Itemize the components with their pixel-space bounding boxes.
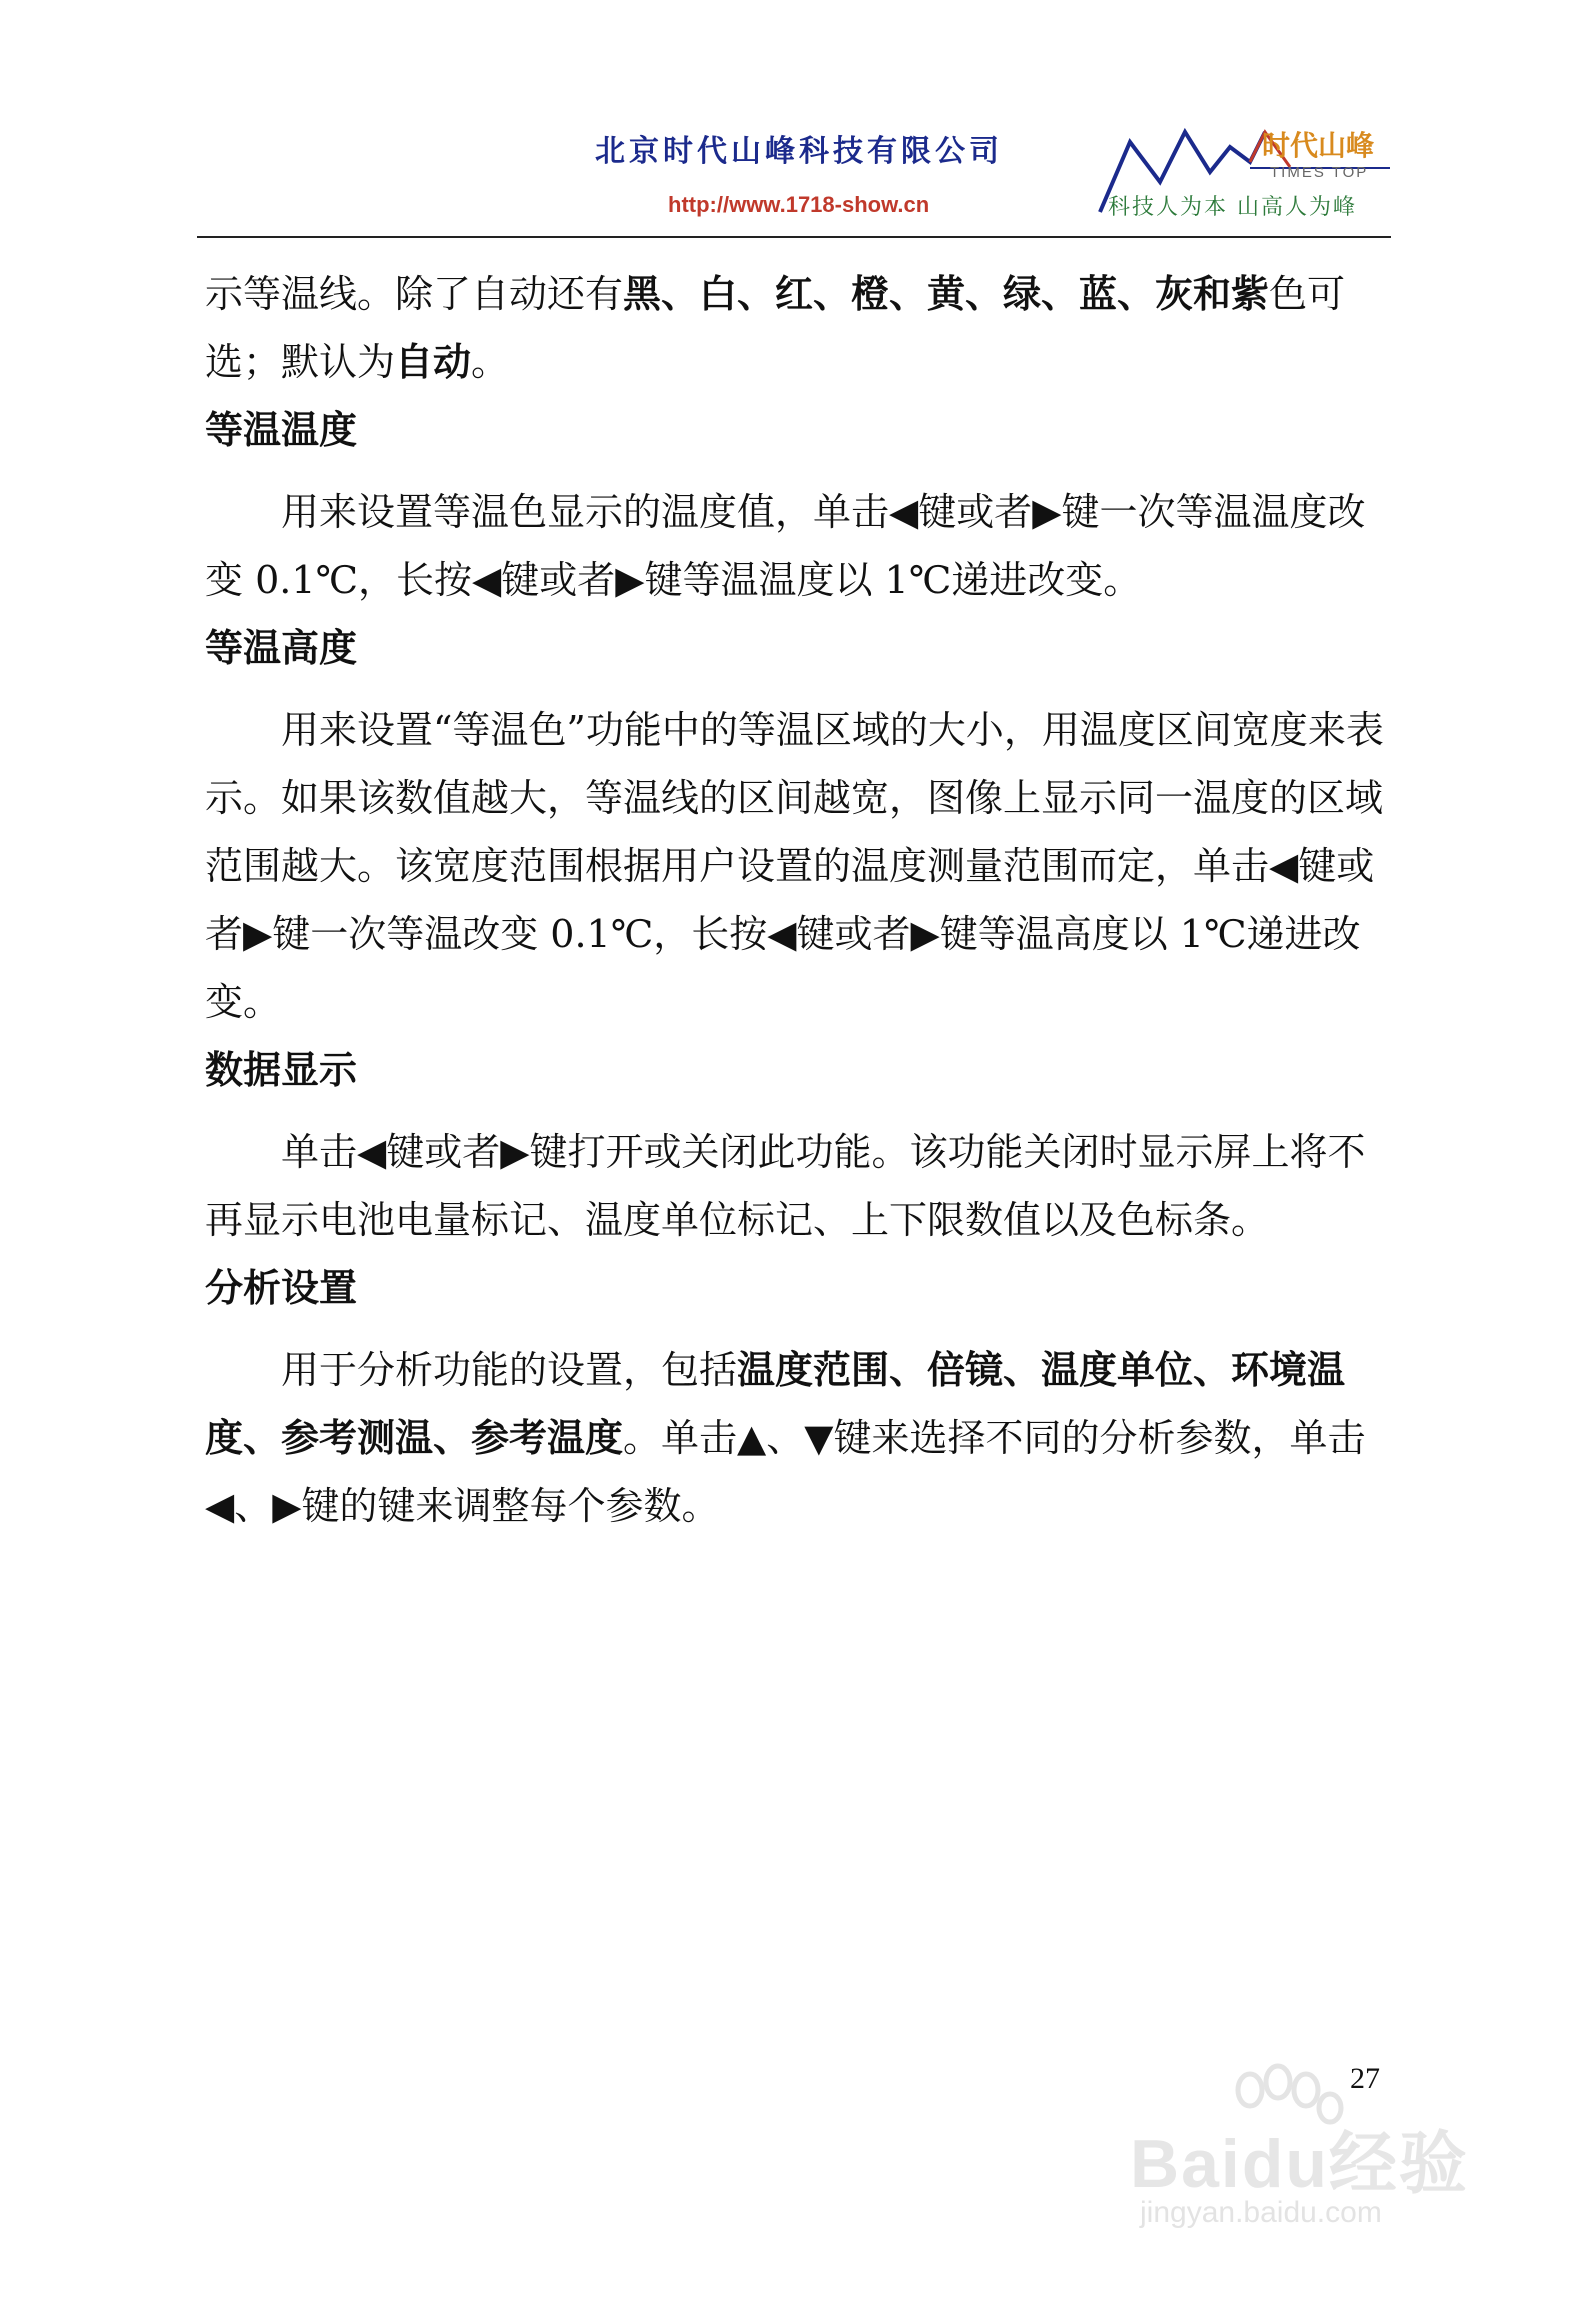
page-number: 27 bbox=[1350, 2062, 1380, 2095]
logo-slogan: 科技人为本 山高人为峰 bbox=[1108, 195, 1357, 220]
company-url[interactable]: http://www.1718-show.cn bbox=[668, 192, 930, 217]
logo-en-text: TIMES TOP bbox=[1270, 164, 1369, 181]
watermark-url: jingyan.baidu.com bbox=[1140, 2196, 1382, 2229]
paragraph-colors: 示等温线。除了自动还有黑、白、红、橙、黄、绿、蓝、灰和紫色可选；默认为自动。 bbox=[205, 271, 1346, 384]
heading-data-display: 数据显示 bbox=[205, 1048, 358, 1092]
paragraph-isotherm-temperature: 用来设置等温色显示的温度值，单击◀键或者▶键一次等温温度改变 0.1℃，长按◀键或者▶键等温温度以 1℃递进改变。 bbox=[205, 490, 1366, 602]
heading-isotherm-temperature: 等温温度 bbox=[205, 408, 358, 452]
header-divider bbox=[197, 236, 1391, 238]
watermark-brand: Baidu经验 bbox=[1130, 2126, 1469, 2202]
page-body bbox=[205, 260, 1385, 1540]
paragraph-data-display: 单击◀键或者▶键打开或关闭此功能。该功能关闭时显示屏上将不再显示电池电量标记、温度单位标记、上下限数值以及色标条。 bbox=[205, 1130, 1366, 1242]
logo-cn-text: 时代山峰 bbox=[1262, 129, 1375, 162]
paragraph-isotherm-height: 用来设置“等温色”功能中的等温区域的大小，用温度区间宽度来表示。如果该数值越大，等温线的区间越宽，图像上显示同一温度的区域范围越大。该宽度范围根据用户设置的温度测量范围而定，单击◀键或者▶键一次等温改变 0.1℃，长按◀键或者▶键等温高度以 1℃递进改变。 bbox=[205, 708, 1384, 1024]
heading-isotherm-height: 等温高度 bbox=[205, 626, 358, 670]
paragraph-analysis-settings: 用于分析功能的设置，包括温度范围、倍镜、温度单位、环境温度、参考测温、参考温度。单击▲、▼键来选择不同的分析参数，单击◀、▶键的键来调整每个参数。 bbox=[205, 1347, 1366, 1528]
heading-analysis-settings: 分析设置 bbox=[205, 1266, 358, 1310]
company-name: 北京时代山峰科技有限公司 bbox=[595, 134, 1003, 169]
